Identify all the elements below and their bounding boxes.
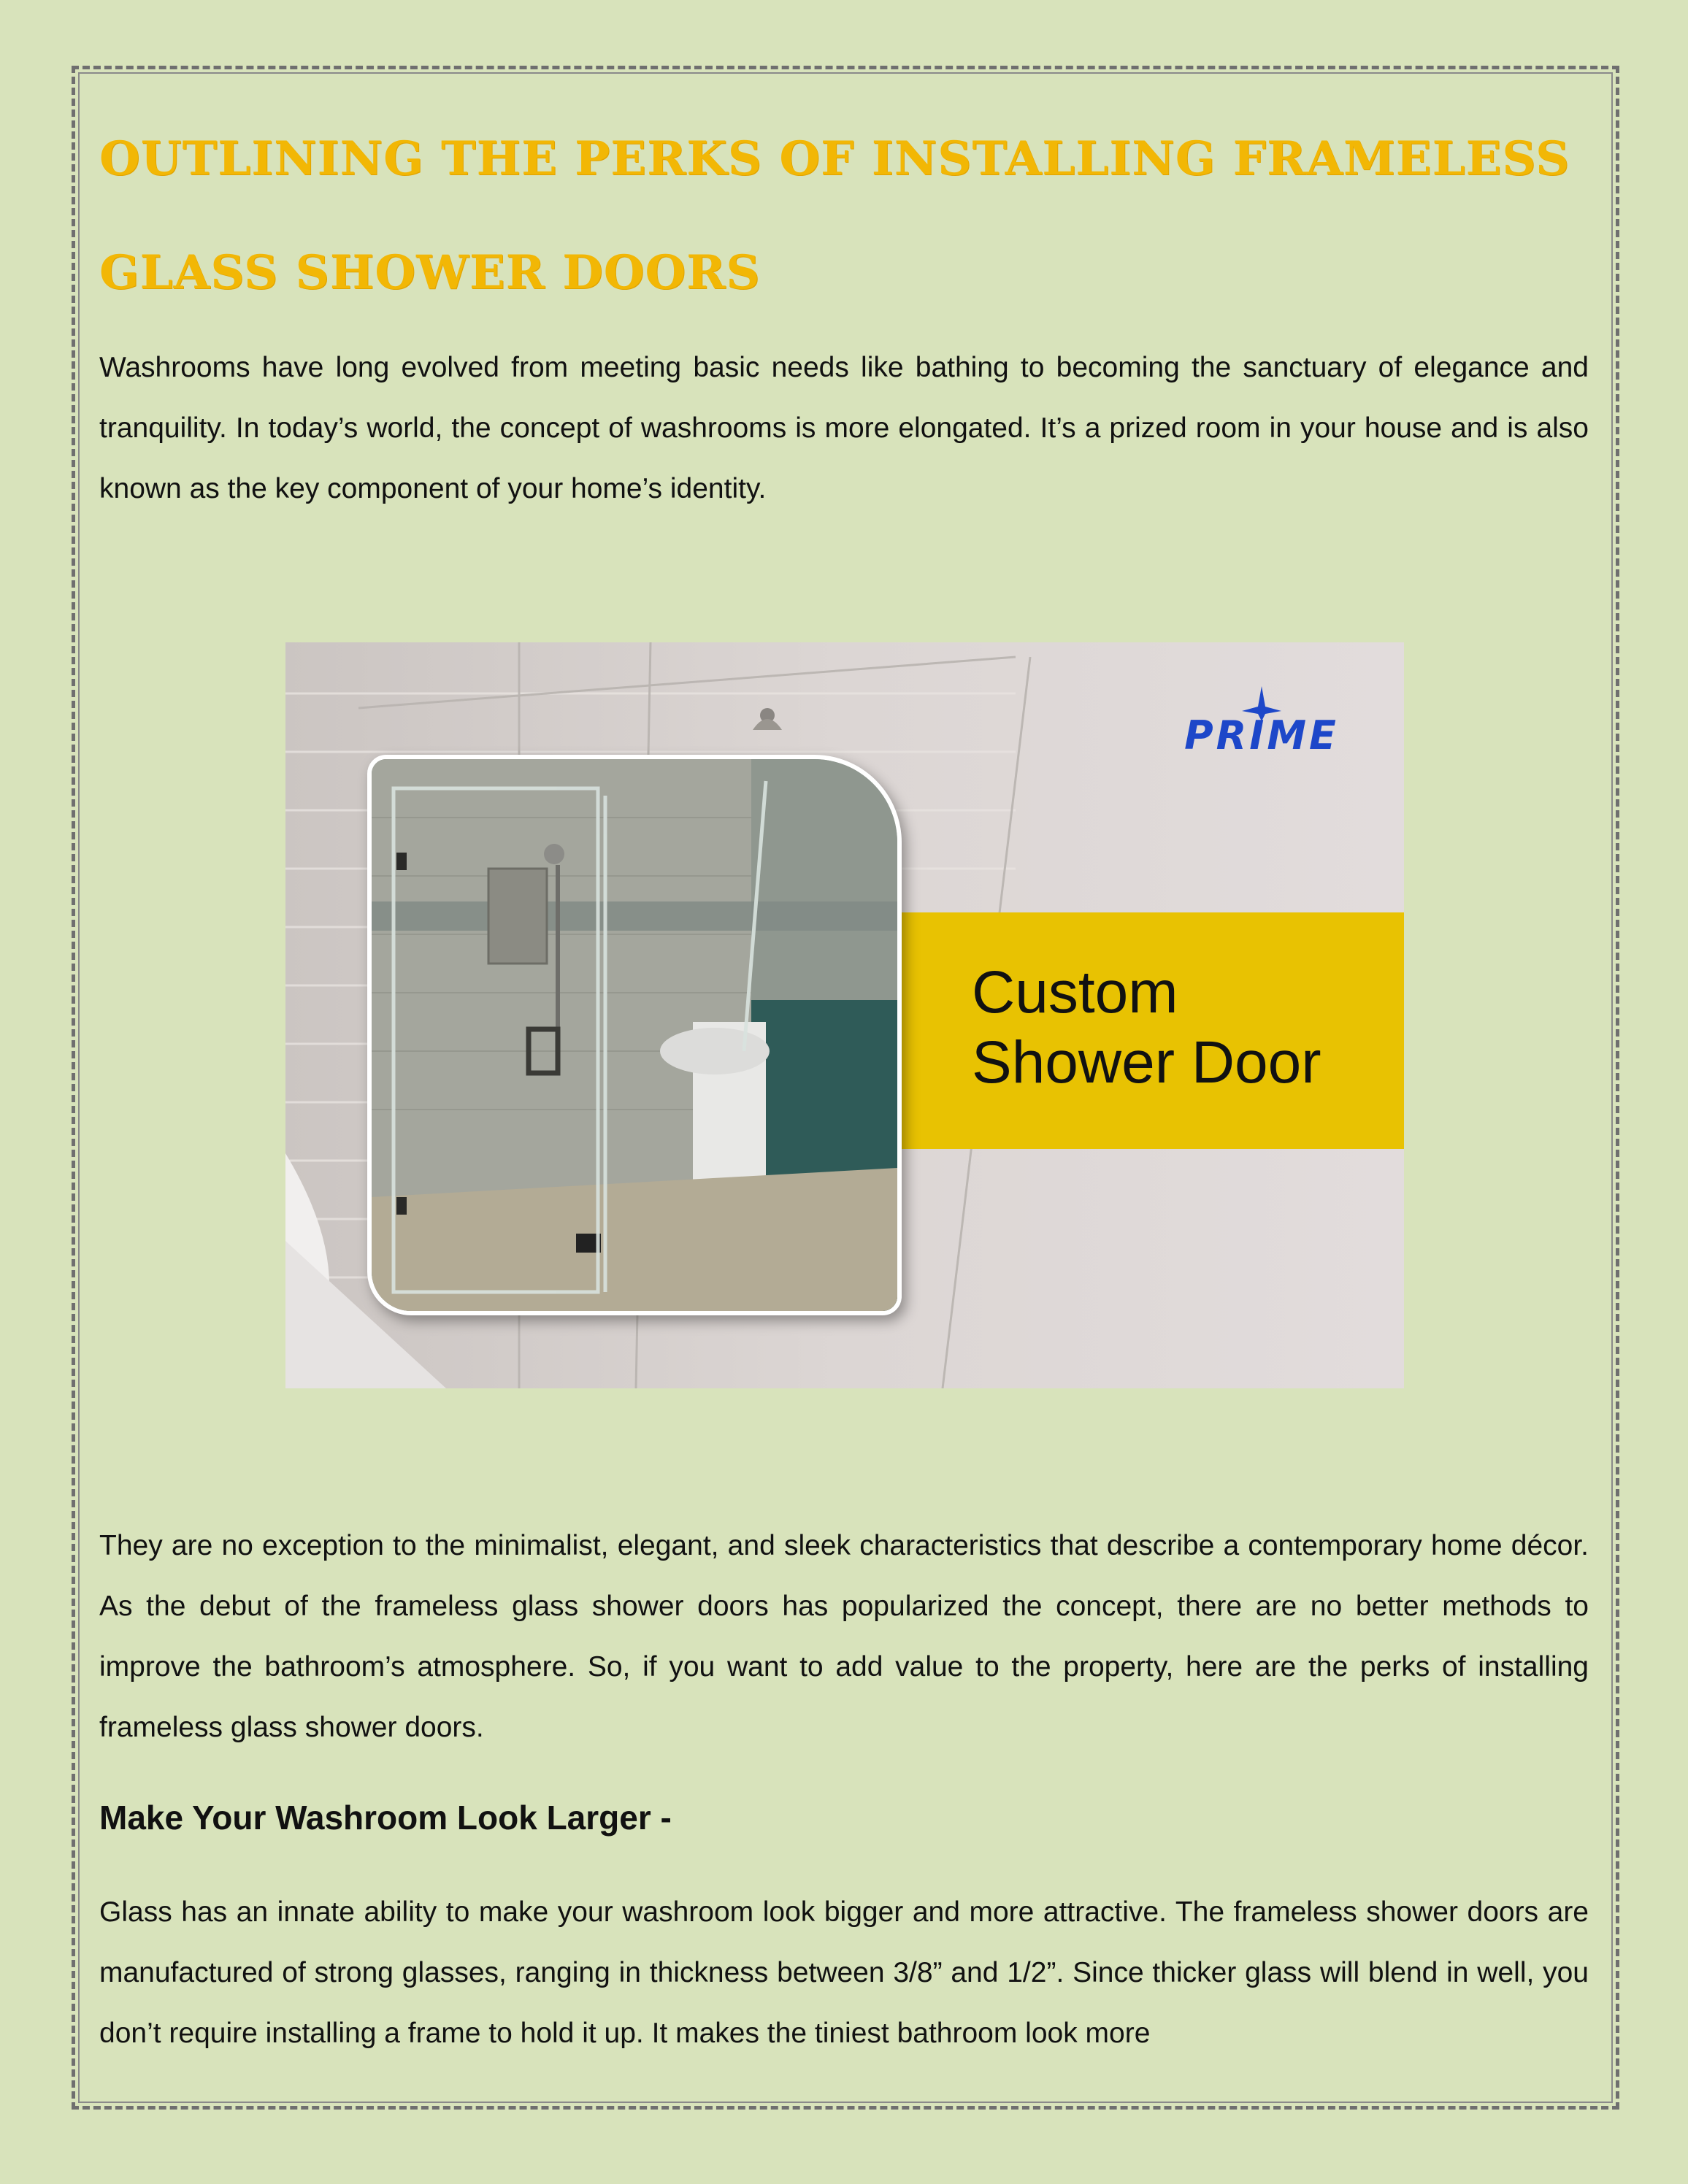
prime-logo: [1156, 685, 1367, 758]
intro-paragraph: Washrooms have long evolved from meeting basic needs like bathing to becoming the sanctuary of elegance and tranquility. In today’s world, the concept of washrooms is more elongated. It’s a prized room in your house and is also known as the key component of your home’s identity.: [99, 352, 1589, 504]
section-heading: Make Your Washroom Look Larger -: [99, 1799, 672, 1837]
banner-line-1: Custom: [972, 959, 1178, 1026]
logo-text: PRIME: [1184, 712, 1339, 758]
body-paragraph: They are no exception to the minimalist, elegant, and sleek characteristics that describe a contemporary home décor. As the debut of the frameless glass shower doors has popularized the concept, there are no better methods to improve the bathroom’s atmosphere. So, if you want to add value to the property, here are the perks of installing frameless glass shower doors.: [99, 1530, 1589, 1743]
banner-line-2: Shower Door: [972, 1029, 1321, 1096]
shower-door-image: [285, 642, 1404, 1388]
banner-text: [972, 958, 1321, 1098]
shower-illustration: [372, 759, 897, 1311]
document-title: OUTLINING THE PERKS OF INSTALLING FRAMELESS GLASS SHOWER DOORS: [99, 131, 1570, 300]
shower-photo: [367, 755, 902, 1315]
section-paragraph: Glass has an innate ability to make your washroom look bigger and more attractive. The frameless shower doors are manufactured of strong glasses, ranging in thickness between 3/8” and 1/2”. Since thicker glass will blend in well, you don’t require installing a frame to hold it up. It makes the tiniest bathroom look more: [99, 1896, 1589, 2049]
